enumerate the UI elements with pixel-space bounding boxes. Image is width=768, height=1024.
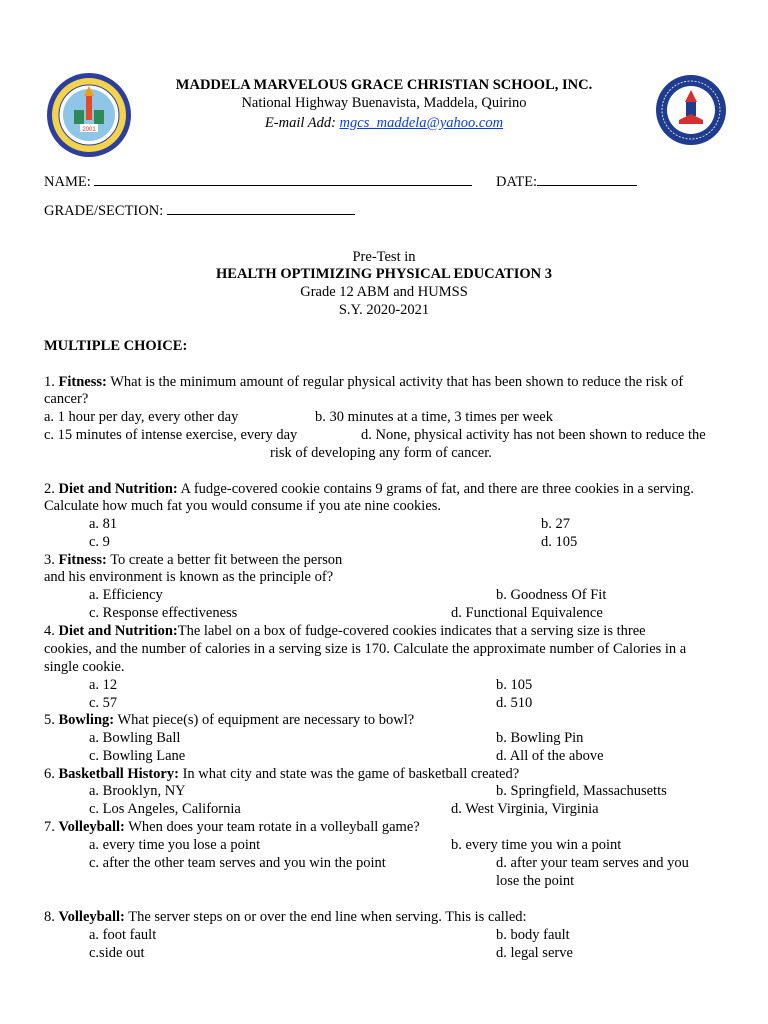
question-3: [44, 551, 342, 569]
q4-topic: Diet and Nutrition:: [58, 623, 178, 639]
q5-number: 5.: [44, 712, 59, 728]
q2-option-c[interactable]: c. 9: [89, 534, 110, 550]
question-2: [44, 480, 694, 498]
q8-option-c[interactable]: c.side out: [89, 945, 145, 961]
q4-text: The label on a box of fudge-covered cookies indicates that a serving size is three: [177, 623, 646, 639]
question-6: [44, 765, 519, 783]
q6-option-d[interactable]: d. West Virginia, Virginia: [451, 801, 599, 817]
q5-option-b[interactable]: b. Bowling Pin: [496, 730, 584, 746]
q3-text: To create a better fit between the person: [106, 552, 343, 568]
question-8: [44, 908, 527, 926]
q7-option-a[interactable]: a. every time you lose a point: [89, 837, 261, 853]
q1-option-b[interactable]: b. 30 minutes at a time, 3 times per week: [315, 409, 553, 425]
q6-option-a[interactable]: a. Brooklyn, NY: [89, 783, 186, 799]
name-label: NAME:: [44, 174, 95, 190]
q6-text: In what city and state was the game of basketball created?: [178, 766, 520, 782]
grade-section-field[interactable]: [44, 200, 355, 220]
school-address: National Highway Buenavista, Maddela, Quirino: [241, 95, 527, 111]
question-5: [44, 711, 414, 729]
q2-option-b[interactable]: b. 27: [541, 516, 570, 532]
q7-option-b[interactable]: b. every time you win a point: [451, 837, 622, 853]
question-7: [44, 818, 420, 836]
date-blank[interactable]: [537, 171, 637, 186]
title-grade: Grade 12 ABM and HUMSS: [300, 284, 468, 300]
q6-topic: Basketball History:: [58, 766, 179, 782]
q5-text: What piece(s) of equipment are necessary to bowl?: [114, 712, 415, 728]
name-field[interactable]: [44, 171, 472, 191]
q6-option-c[interactable]: c. Los Angeles, California: [89, 801, 241, 817]
q8-number: 8.: [44, 909, 59, 925]
q1-option-d[interactable]: d. None, physical activity has not been shown to reduce the: [361, 427, 706, 443]
q4-text-line3: single cookie.: [44, 659, 125, 675]
q6-number: 6.: [44, 766, 59, 782]
q8-option-b[interactable]: b. body fault: [496, 927, 570, 943]
date-label: DATE:: [496, 174, 538, 190]
q7-text: When does your team rotate in a volleyball game?: [124, 819, 420, 835]
q2-text: A fudge-covered cookie contains 9 grams of fat, and there are three cookies in a serving.: [177, 481, 694, 497]
q3-option-d[interactable]: d. Functional Equivalence: [451, 605, 603, 621]
q3-option-a[interactable]: a. Efficiency: [89, 587, 163, 603]
q7-option-d[interactable]: d. after your team serves and you: [496, 855, 689, 871]
q3-topic: Fitness:: [58, 552, 107, 568]
q5-option-a[interactable]: a. Bowling Ball: [89, 730, 181, 746]
question-1: [44, 373, 683, 391]
title-subject: HEALTH OPTIMIZING PHYSICAL EDUCATION 3: [216, 266, 552, 282]
svg-text:2001: 2001: [82, 127, 96, 133]
q1-text: What is the minimum amount of regular physical activity that has been shown to reduce the risk of: [106, 374, 684, 390]
date-field[interactable]: [496, 171, 637, 191]
q7-option-d-line2: lose the point: [496, 873, 575, 889]
q3-text-line2: and his environment is known as the principle of?: [44, 569, 334, 585]
q8-option-a[interactable]: a. foot fault: [89, 927, 157, 943]
q7-topic: Volleyball:: [58, 819, 125, 835]
q5-option-d[interactable]: d. All of the above: [496, 748, 604, 764]
q5-option-c[interactable]: c. Bowling Lane: [89, 748, 186, 764]
q8-text: The server steps on or over the end line when serving. This is called:: [124, 909, 527, 925]
q3-option-b[interactable]: b. Goodness Of Fit: [496, 587, 607, 603]
q8-topic: Volleyball:: [58, 909, 125, 925]
q1-topic: Fitness:: [58, 374, 107, 390]
grade-section-blank[interactable]: [167, 200, 355, 215]
q3-number: 3.: [44, 552, 59, 568]
q6-option-b[interactable]: b. Springfield, Massachusetts: [496, 783, 667, 799]
q1-text-line2: cancer?: [44, 391, 89, 407]
q3-option-c[interactable]: c. Response effectiveness: [89, 605, 238, 621]
q1-option-a[interactable]: a. 1 hour per day, every other day: [44, 409, 239, 425]
q4-option-b[interactable]: b. 105: [496, 677, 533, 693]
school-email-line: [0, 115, 768, 132]
q4-option-a[interactable]: a. 12: [89, 677, 118, 693]
q2-topic: Diet and Nutrition:: [58, 481, 178, 497]
q1-number: 1.: [44, 374, 59, 390]
title-pretest: Pre-Test in: [352, 249, 416, 265]
title-school-year: S.Y. 2020-2021: [338, 302, 430, 318]
school-name: MADDELA MARVELOUS GRACE CHRISTIAN SCHOOL, INC.: [175, 77, 593, 93]
q5-topic: Bowling:: [58, 712, 115, 728]
q7-number: 7.: [44, 819, 59, 835]
q2-option-a[interactable]: a. 81: [89, 516, 118, 532]
q4-text-line2: cookies, and the number of calories in a serving size is 170. Calculate the approximate number of Calories in a: [44, 641, 687, 657]
q4-option-d[interactable]: d. 510: [496, 695, 533, 711]
q1-option-d-line2: risk of developing any form of cancer.: [270, 445, 492, 461]
email-label: E-mail Add:: [264, 115, 340, 131]
q4-option-c[interactable]: c. 57: [89, 695, 118, 711]
q2-number: 2.: [44, 481, 59, 497]
question-4: [44, 622, 646, 640]
grade-section-label: GRADE/SECTION:: [44, 203, 167, 219]
section-heading: MULTIPLE CHOICE:: [44, 338, 188, 354]
q7-option-c[interactable]: c. after the other team serves and you win the point: [89, 855, 386, 871]
q4-number: 4.: [44, 623, 59, 639]
q8-option-d[interactable]: d. legal serve: [496, 945, 573, 961]
name-blank[interactable]: [94, 171, 472, 186]
q1-option-c[interactable]: c. 15 minutes of intense exercise, every day: [44, 427, 298, 443]
q2-text-line2: Calculate how much fat you would consume if you ate nine cookies.: [44, 498, 442, 514]
email-link[interactable]: mgcs_maddela@yahoo.com: [339, 115, 504, 131]
q2-option-d[interactable]: d. 105: [541, 534, 578, 550]
